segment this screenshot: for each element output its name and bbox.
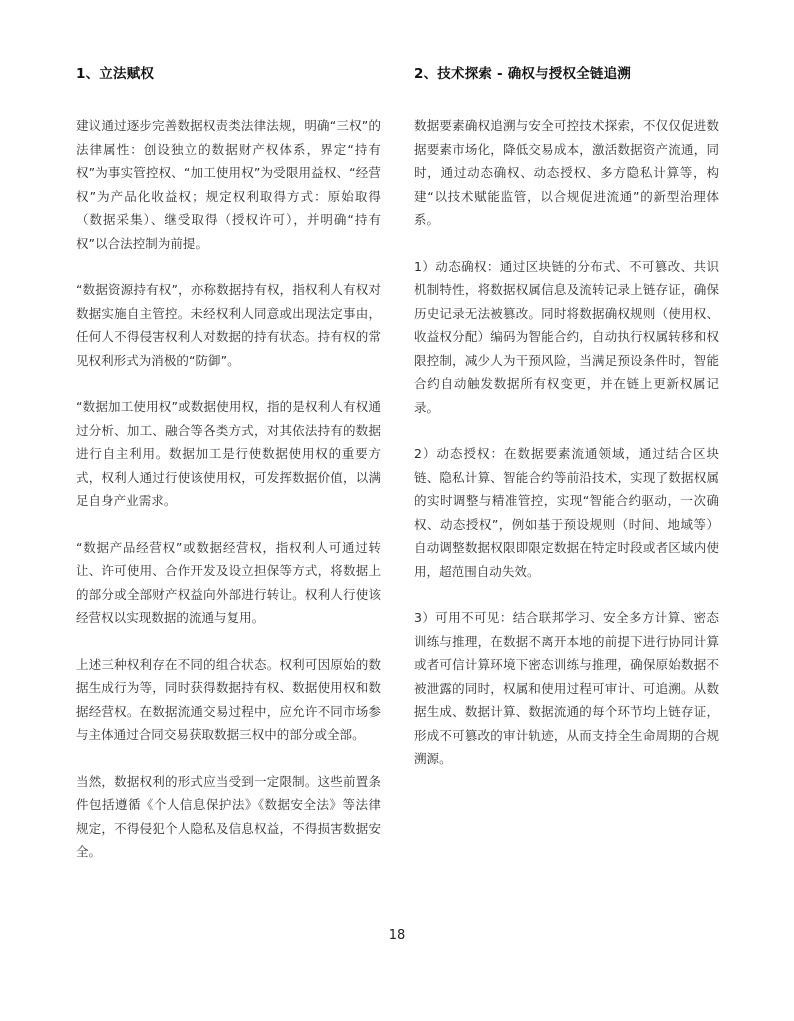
section-heading-legislation: 1、立法赋权 — [76, 66, 155, 82]
paragraph: “数据产品经营权”或数据经营权，指权利人可通过转让、许可使用、合作开发及设立担保等方式，将数据上的部分或全部财产权益向外部进行转让。权利人行使该经营权以实现数据的流通与复用。 — [76, 539, 381, 625]
paragraph: “数据加工使用权”或数据使用权，指的是权利人有权通过分析、加工、融合等各类方式，对其依法持有的数据进行自主利用。数据加工是行使数据使用权的重要方式，权利人通过行使该使用权，可发挥数据价值，以满足自身产业需求。 — [76, 399, 381, 508]
paragraph: 建议通过逐步完善数据权责类法律法规，明确“三权”的法律属性：创设独立的数据财产权体系，界定“持有权”为事实管控权、“加工使用权”为受限用益权、“经营权”为产品化收益权；规定权利取得方式：原始取得（数据采集）、继受取得（授权许可），并明确“持有权”以合法控制为前提。 — [76, 118, 381, 251]
left-column — [76, 64, 381, 887]
paragraph: 当然，数据权利的形式应当受到一定限制。这些前置条件包括遵循《个人信息保护法》《数据安全法》等法律规定，不得侵犯个人隐私及信息权益，不得损害数据安全。 — [76, 773, 381, 859]
paragraph: 数据要素确权追溯与安全可控技术探索，不仅仅促进数据要素市场化，降低交易成本，激活数据资产流通，同时，通过动态确权、动态授权、多方隐私计算等，构建“以技术赋能监管，以合规促进流通”的新型治理体系。 — [414, 118, 719, 227]
paragraph: “数据资源持有权”，亦称数据持有权，指权利人有权对数据实施自主管控。未经权利人同意或出现法定事由，任何人不得侵害权利人对数据的持有状态。持有权的常见权利形式为消极的“防御”。 — [76, 282, 381, 368]
paragraph: 1）动态确权：通过区块链的分布式、不可篡改、共识机制特性，将数据权属信息及流转记录上链存证，确保历史记录无法被篡改。同时将数据确权规则（使用权、收益权分配）编码为智能合约，自动执行权属转移和权限控制，减少人为干预风险，当满足预设条件时，智能合约自动触发数据所有权变更，并在链上更新权属记录。 — [414, 258, 719, 415]
right-column — [414, 64, 719, 794]
paragraph: 2）动态授权：在数据要素流通领域，通过结合区块链、隐私计算、智能合约等前沿技术，实现了数据权属的实时调整与精准管控，实现“智能合约驱动，一次确权、动态授权”，例如基于预设规则（时间、地域等）自动调整数据权限即限定数据在特定时段或者区域内使用，超范围自动失效。 — [414, 446, 719, 579]
paragraph: 3）可用不可见：结合联邦学习、安全多方计算、密态训练与推理，在数据不离开本地的前提下进行协同计算或者可信计算环境下密态训练与推理，确保原始数据不被泄露的同时，权属和使用过程可审计、可追溯。从数据生成、数据计算、数据流通的每个环节均上链存证，形成不可篡改的审计轨迹，从而支持全生命周期的合规溯源。 — [414, 610, 719, 766]
page-number: 18 — [388, 928, 406, 943]
section-heading-technology: 2、技术探索 - 确权与授权全链追溯 — [414, 66, 631, 82]
paragraph: 上述三种权利存在不同的组合状态。权利可因原始的数据生成行为等，同时获得数据持有权、数据使用权和数据经营权。在数据流通交易过程中，应允许不同市场参与主体通过合同交易获取数据三权中的部分或全部。 — [76, 656, 381, 742]
